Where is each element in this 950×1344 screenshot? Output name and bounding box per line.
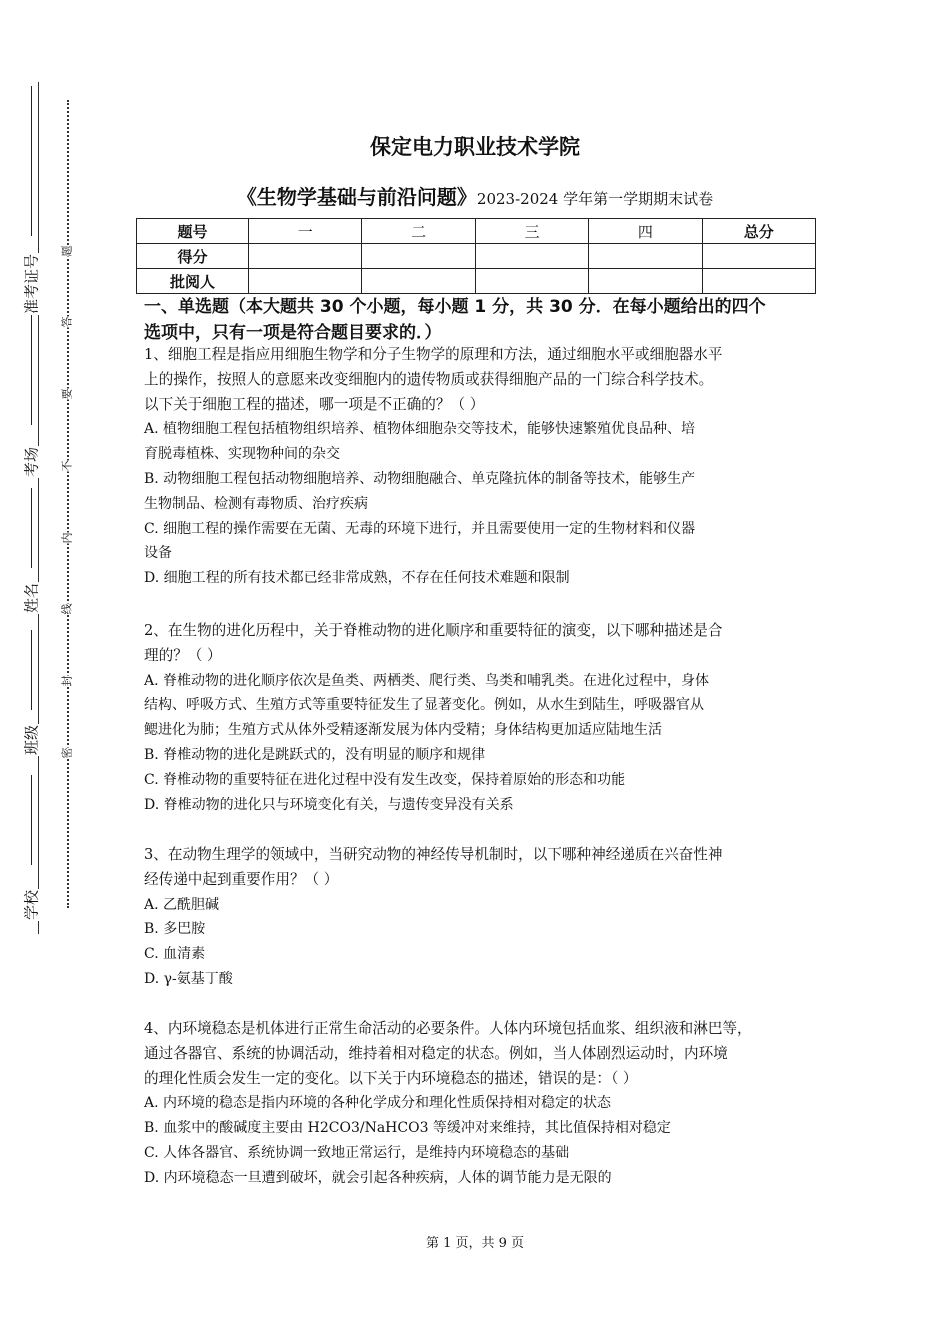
option-line: 育脱毒植株、实现物种间的杂交 xyxy=(144,446,340,463)
section-heading xyxy=(144,294,816,346)
label-exam-id: 准考证号 xyxy=(22,253,41,315)
question-1 xyxy=(144,343,820,591)
option-line: A. 植物细胞工程包括植物组织培养、植物体细胞杂交等技术，能够快速繁殖优良品种、培 xyxy=(144,421,696,438)
seal-char: 密 xyxy=(60,747,74,759)
exam-term: 2023-2024 学年第一学期期末试卷 xyxy=(476,190,714,208)
question-3 xyxy=(144,843,820,992)
seal-char: 要 xyxy=(60,388,74,400)
answer-line-room xyxy=(31,315,32,425)
exam-title xyxy=(0,181,950,210)
seal-char: 内 xyxy=(60,532,74,544)
seal-char: 线 xyxy=(60,603,74,615)
seal-char: 题 xyxy=(60,245,74,257)
score-cell xyxy=(589,269,702,294)
option-line: 结构、呼吸方式、生殖方式等重要特征发生了显著变化。例如，从水生到陆生，呼吸器官从 xyxy=(144,697,704,714)
option-line: A. 内环境的稳态是指内环境的各种化学成分和理化性质保持相对稳定的状态 xyxy=(144,1095,612,1112)
score-cell xyxy=(702,269,815,294)
question-stem-line: 上的操作，按照人的意愿来改变细胞内的遗传物质或获得细胞产品的一门综合科学技术。 xyxy=(144,370,714,388)
option-line: 鳃进化为肺；生殖方式从体外受精逐渐发展为体内受精；身体结构更加适应陆地生活 xyxy=(144,722,662,739)
question-stem-line: 经传递中起到重要作用？（ ） xyxy=(144,870,339,888)
score-table-header-row xyxy=(137,219,816,244)
question-stem-line: 通过各器官、系统的协调活动，维持着相对稳定的状态。例如，当人体剧烈运动时，内环境 xyxy=(144,1044,728,1062)
school-title: 保定电力职业技术学院 xyxy=(370,135,580,159)
score-cell xyxy=(475,244,588,269)
option-line: 设备 xyxy=(144,545,172,562)
option-line: C. 脊椎动物的重要特征在进化过程中没有发生改变，保持着原始的形态和功能 xyxy=(144,771,626,788)
question-stem-line: 的理化性质会发生一定的变化。以下关于内环境稳态的描述，错误的是：（ ） xyxy=(144,1069,638,1087)
score-table-header-cell: 四 xyxy=(589,219,702,244)
option-line: A. 脊椎动物的进化顺序依次是鱼类、两栖类、爬行类、鸟类和哺乳类。在进化过程中，身体 xyxy=(144,672,710,689)
label-school: 学校 xyxy=(22,889,41,921)
option-line: D. 细胞工程的所有技术都已经非常成熟，不存在任何技术难题和限制 xyxy=(144,570,570,587)
seal-char: 答 xyxy=(60,316,74,328)
option-line: C. 人体各器官、系统协调一致地正常运行，是维持内环境稳态的基础 xyxy=(144,1144,570,1161)
score-table xyxy=(136,218,816,294)
score-row-label: 得分 xyxy=(137,244,249,269)
score-table-header-cell: 总分 xyxy=(702,219,815,244)
score-cell xyxy=(362,244,475,269)
option-line: B. 血浆中的酸碱度主要由 H2CO3/NaHCO3 等缓冲对来维持，其比值保持相对稳定 xyxy=(144,1120,671,1137)
score-cell xyxy=(249,244,362,269)
label-exam-room: 考场 xyxy=(22,446,41,478)
question-stem-line: 以下关于细胞工程的描述，哪一项是不正确的？（ ） xyxy=(144,395,485,413)
score-table-row xyxy=(137,269,816,294)
option-line: C. 细胞工程的操作需要在无菌、无毒的环境下进行，并且需要使用一定的生物材料和仪器 xyxy=(144,520,696,537)
answer-line-class xyxy=(31,630,32,710)
section-heading-line: 选项中，只有一项是符合题目要求的．） xyxy=(144,323,442,343)
binding-dotted-line xyxy=(67,100,69,908)
seal-char: 封 xyxy=(60,675,74,687)
score-cell xyxy=(475,269,588,294)
answer-line-name xyxy=(31,488,32,568)
section-heading-line: 一、单选题（本大题共 30 个小题，每小题 1 分，共 30 分．在每小题给出的四个 xyxy=(144,297,766,317)
question-stem-line: 2、在生物的进化历程中，关于脊椎动物的进化顺序和重要特征的演变，以下哪种描述是合 xyxy=(144,622,723,639)
score-table-row xyxy=(137,244,816,269)
seal-char: 不 xyxy=(60,460,74,472)
label-name: 姓名 xyxy=(22,582,41,614)
question-2 xyxy=(144,619,820,817)
score-table-header-cell: 二 xyxy=(362,219,475,244)
question-stem-line: 1、细胞工程是指应用细胞生物学和分子生物学的原理和方法，通过细胞水平或细胞器水平 xyxy=(144,346,723,363)
score-table-header-cell: 一 xyxy=(249,219,362,244)
option-line: B. 脊椎动物的进化是跳跃式的，没有明显的顺序和规律 xyxy=(144,746,486,763)
question-stem-line: 理的？（ ） xyxy=(144,646,222,664)
course-name: 《生物学基础与前沿问题》 xyxy=(236,185,477,209)
option-line: B. 多巴胺 xyxy=(144,921,206,938)
option-line: C. 血清素 xyxy=(144,946,206,963)
score-table-header-cell: 三 xyxy=(475,219,588,244)
option-line: D. 脊椎动物的进化只与环境变化有关，与遗传变异没有关系 xyxy=(144,796,514,813)
score-row-label: 批阅人 xyxy=(137,269,249,294)
answer-line-exam-id xyxy=(31,86,32,236)
option-line: D. 内环境稳态一旦遭到破坏，就会引起各种疾病，人体的调节能力是无限的 xyxy=(144,1169,612,1186)
option-line: A. 乙酰胆碱 xyxy=(144,896,220,913)
label-class: 班级 xyxy=(22,724,41,756)
option-line: D. γ-氨基丁酸 xyxy=(144,970,233,987)
score-cell xyxy=(362,269,475,294)
score-cell xyxy=(702,244,815,269)
score-cell xyxy=(249,269,362,294)
question-4 xyxy=(144,1017,820,1191)
score-table-header-cell: 题号 xyxy=(137,219,249,244)
answer-line-school xyxy=(31,775,32,865)
question-stem-line: 3、在动物生理学的领域中，当研究动物的神经传导机制时，以下哪种神经递质在兴奋性神 xyxy=(144,846,723,863)
option-line: 生物制品、检测有毒物质、治疗疾病 xyxy=(144,495,368,512)
option-line: B. 动物细胞工程包括动物细胞培养、动物细胞融合、单克隆抗体的制备等技术，能够生产 xyxy=(144,470,696,487)
page-footer: 第 1 页，共 9 页 xyxy=(425,1236,525,1251)
question-stem-line: 4、内环境稳态是机体进行正常生命活动的必要条件。人体内环境包括血浆、组织液和淋巴等， xyxy=(144,1020,752,1037)
score-cell xyxy=(589,244,702,269)
